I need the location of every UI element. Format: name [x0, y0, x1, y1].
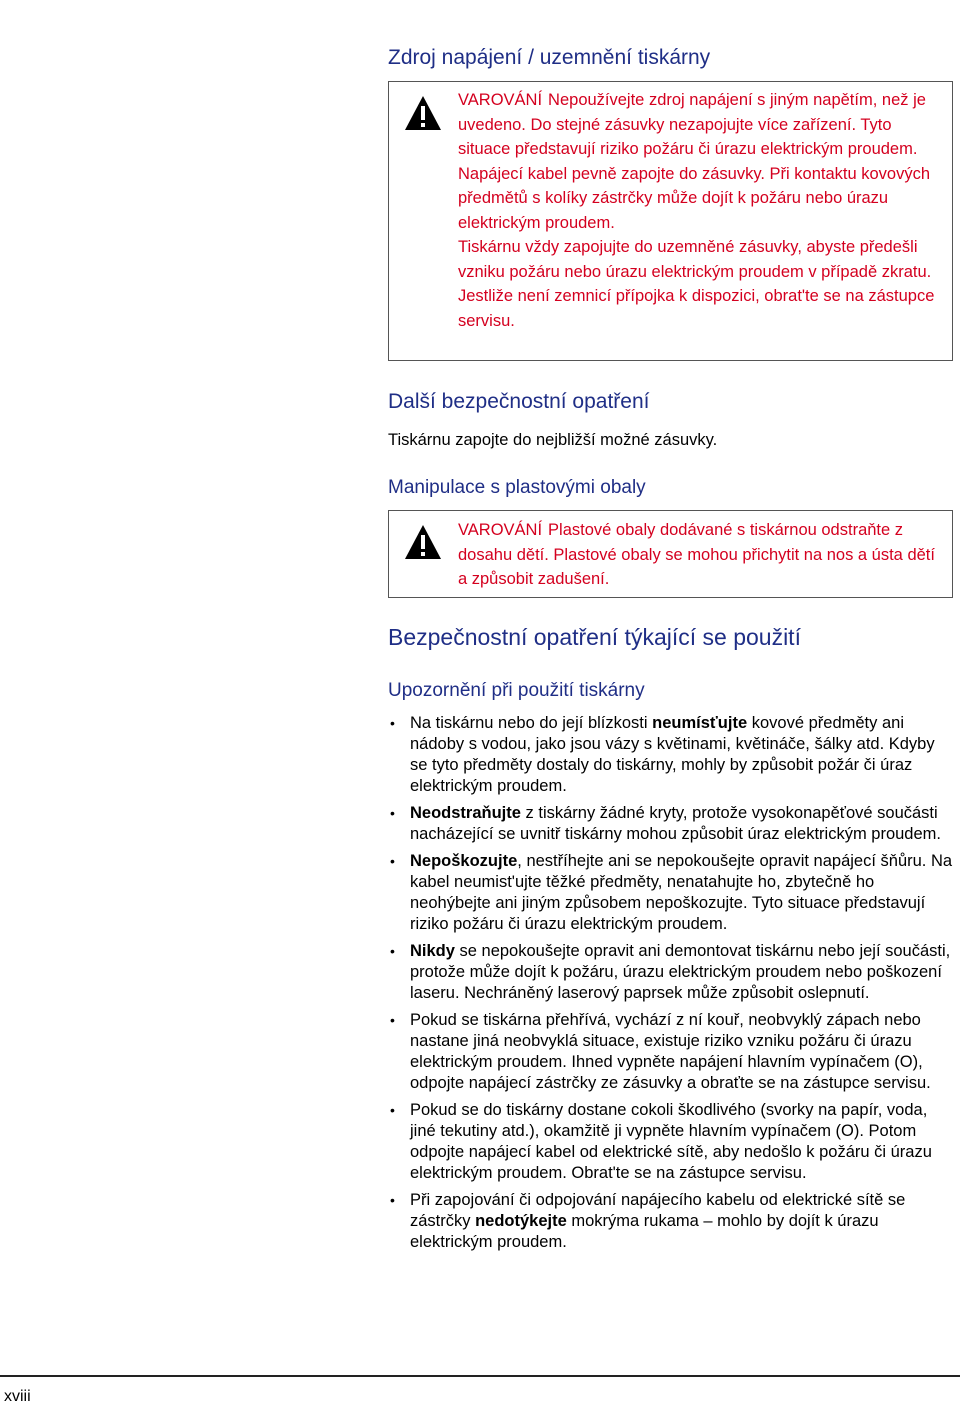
page-number: xviii — [4, 1388, 31, 1405]
list-item — [388, 851, 954, 935]
other-safety-text: Tiskárnu zapojte do nejbližší možné zásuvky. — [388, 431, 718, 449]
warning-triangle-icon — [403, 94, 443, 132]
list-text: mokrýma rukama – mohlo by dojít k úrazu elektrickým proudem. — [410, 1212, 879, 1251]
list-text-bold: Nikdy — [410, 942, 455, 960]
list-item — [388, 1010, 954, 1094]
list-text: se nepokoušejte opravit ani demontovat tiskárnu nebo její součásti, protože může dojít k požáru, úrazu elektrickým proudem nebo poškození laseru. Nechráněný laserový paprsek může způsobit oslepnutí. — [410, 942, 951, 1002]
list-item — [388, 941, 954, 1004]
list-text-bold: nedotýkejte — [475, 1212, 567, 1230]
bullet-icon: • — [390, 1102, 395, 1118]
warning-text-power — [458, 88, 944, 333]
list-item — [388, 1100, 954, 1184]
footer-rule — [0, 1375, 960, 1377]
warning-paragraph-1 — [458, 88, 944, 162]
section-heading-caution: Upozornění při použití tiskárny — [388, 680, 645, 701]
list-text: kovové předměty ani nádoby s vodou, jako jsou vázy s květinami, květináče, šálky atd. Kdyby se tyto předměty dostaly do tiskárny, mohly by způsobit požár či úraz elektrickým proudem. — [410, 714, 935, 795]
bullet-icon: • — [390, 805, 395, 821]
bullet-icon: • — [390, 943, 395, 959]
warning-box-power — [388, 81, 953, 361]
list-text: Pokud se do tiskárny dostane cokoli škodlivého (svorky na papír, voda, jiné tekutiny atd.), okamžitě ji vypněte hlavním vypínačem (O). Potom odpojte napájecí kabel od elektrické sítě, aby nedošlo k požáru či úrazu elektrickým proudem. Obrat'te se na zástupce servisu. — [410, 1101, 932, 1182]
list-text-bold: Neodstraňujte — [410, 804, 521, 822]
bullet-icon: • — [390, 853, 395, 869]
list-text-bold: neumísťujte — [652, 714, 748, 732]
warning-triangle-icon — [403, 523, 443, 561]
section-heading-power: Zdroj napájení / uzemnění tiskárny — [388, 46, 711, 69]
list-item — [388, 803, 954, 845]
section-heading-plastic: Manipulace s plastovými obaly — [388, 477, 646, 498]
section-heading-other: Další bezpečnostní opatření — [388, 390, 650, 413]
warning-text: Plastové obaly dodávané s tiskárnou odstraňte z dosahu dětí. Plastové obaly se mohou přichytit na nos a ústa dětí a způsobit zadušení. — [458, 521, 935, 588]
warning-label: VAROVÁNÍ — [458, 91, 543, 109]
warning-paragraph-1 — [458, 518, 944, 592]
warning-paragraph-3: Tiskárnu vždy zapojujte do uzemněné zásuvky, abyste předešli vzniku požáru nebo úrazu elektrickým proudem v případě zkratu. Jestliže není zemnicí přípojka k dispozici, obrat'te se na zástupce servisu. — [458, 238, 935, 330]
warning-text-plastic — [458, 518, 944, 592]
warning-text: Nepoužívejte zdroj napájení s jiným napětím, než je uvedeno. Do stejné zásuvky nezapojujte více zařízení. Tyto situace představují riziko požáru či úrazu elektrickým proudem. — [458, 91, 926, 158]
section-heading-usage: Bezpečnostní opatření týkající se použití — [388, 624, 801, 650]
caution-list — [388, 713, 954, 1259]
list-text-bold: Nepoškozujte — [410, 852, 518, 870]
list-text: Pokud se tiskárna přehřívá, vychází z ní kouř, neobvyklý zápach nebo nastane jiná neobvyklá situace, existuje riziko vzniku požáru či úrazu elektrickým proudem. Ihned vypněte napájení hlavním vypínačem (O), odpojte napájecí zástrčky ze zásuvky a obraťte se na zástupce servisu. — [410, 1011, 931, 1092]
warning-box-plastic — [388, 510, 953, 598]
list-item — [388, 713, 954, 797]
list-text: Na tiskárnu nebo do její blízkosti — [410, 714, 653, 732]
warning-label: VAROVÁNÍ — [458, 521, 543, 539]
list-text: Při zapojování či odpojování napájecího kabelu od elektrické sítě se zástrčky — [410, 1191, 906, 1230]
list-text: , nestříhejte ani se nepokoušejte opravit napájecí šňůru. Na kabel neumist'ujte těžké předměty, nenatahujte ho, zbytečně ho neohýbejte ani jiným způsobem nepoškozujte. Tyto situace představují riziko požáru či úrazu elektrickým proudem. — [410, 852, 953, 933]
bullet-icon: • — [390, 1192, 395, 1208]
list-text: z tiskárny žádné kryty, protože vysokonapěťové součásti nacházející se uvnitř tiskárny mohou způsobit úraz elektrickým proudem. — [410, 804, 941, 843]
bullet-icon: • — [390, 1012, 395, 1028]
warning-paragraph-2: Napájecí kabel pevně zapojte do zásuvky. Při kontaktu kovových předmětů s kolíky zástrčky může dojít k požáru nebo úrazu elektrickým proudem. — [458, 164, 931, 232]
list-item — [388, 1190, 954, 1253]
bullet-icon: • — [390, 715, 395, 731]
